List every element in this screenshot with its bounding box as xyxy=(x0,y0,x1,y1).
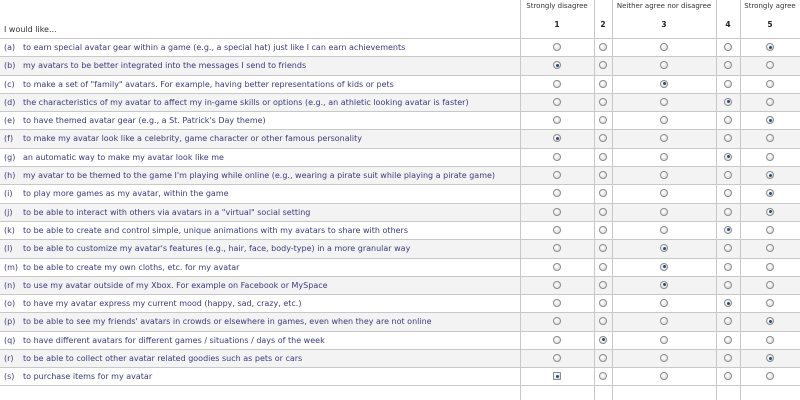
item-letter: (g) xyxy=(4,152,16,162)
item-text: to have themed avatar gear (e.g., a St. Patrick's Day theme) xyxy=(23,116,266,126)
survey-row xyxy=(0,258,800,276)
item-text: the characteristics of my avatar to affect my in-game skills or options (e.g., an athletic looking avatar is faster) xyxy=(23,97,469,107)
radio-option-2[interactable] xyxy=(599,354,607,362)
radio-option-1[interactable] xyxy=(553,244,561,252)
radio-option-4[interactable] xyxy=(724,336,732,344)
radio-option-2[interactable] xyxy=(599,171,607,179)
survey-row xyxy=(0,56,800,74)
item-letter: (f) xyxy=(4,134,14,144)
item-text: to purchase items for my avatar xyxy=(23,372,153,382)
intro-text: I would like... xyxy=(4,25,57,34)
radio-option-3[interactable] xyxy=(660,372,668,380)
item-letter: (c) xyxy=(4,79,15,89)
item-letter: (l) xyxy=(4,244,13,254)
item-letter: (b) xyxy=(4,61,16,71)
radio-option-3[interactable] xyxy=(660,98,668,106)
scale-number: 5 xyxy=(767,20,773,29)
radio-option-2[interactable] xyxy=(599,317,607,325)
radio-option-3[interactable] xyxy=(660,281,668,289)
survey-row xyxy=(0,38,800,56)
radio-option-2[interactable] xyxy=(599,80,607,88)
radio-option-3[interactable] xyxy=(660,317,668,325)
radio-option-4[interactable] xyxy=(724,116,732,124)
item-text: to have different avatars for different games / situations / days of the week xyxy=(23,335,325,345)
radio-option-5[interactable] xyxy=(766,372,774,380)
radio-option-1[interactable] xyxy=(553,281,561,289)
radio-option-3[interactable] xyxy=(660,116,668,124)
radio-option-1[interactable] xyxy=(553,116,561,124)
column-divider xyxy=(740,0,741,400)
radio-option-5[interactable] xyxy=(766,336,774,344)
radio-option-3[interactable] xyxy=(660,171,668,179)
radio-option-3[interactable] xyxy=(660,189,668,197)
item-text: to make my avatar look like a celebrity, game character or other famous personality xyxy=(23,134,362,144)
radio-option-5[interactable] xyxy=(766,208,774,216)
radio-option-3[interactable] xyxy=(660,134,668,142)
radio-option-5[interactable] xyxy=(766,244,774,252)
radio-option-2[interactable] xyxy=(599,43,607,51)
radio-option-4[interactable] xyxy=(724,208,732,216)
item-letter: (m) xyxy=(4,262,19,272)
radio-option-5[interactable] xyxy=(766,189,774,197)
scale-column-5 xyxy=(740,0,800,38)
column-divider xyxy=(520,0,521,400)
radio-option-2[interactable] xyxy=(599,208,607,216)
radio-option-1[interactable] xyxy=(553,153,561,161)
scale-number: 2 xyxy=(600,20,606,29)
radio-option-5[interactable] xyxy=(766,116,774,124)
radio-option-1[interactable] xyxy=(553,208,561,216)
radio-option-1[interactable] xyxy=(553,43,561,51)
item-text: my avatar to be themed to the game I'm playing while online (e.g., wearing a pirate suit while playing a pirate game) xyxy=(23,171,496,181)
radio-option-4[interactable] xyxy=(724,98,732,106)
radio-option-5[interactable] xyxy=(766,98,774,106)
survey-row xyxy=(0,331,800,349)
scale-column-4 xyxy=(716,0,740,38)
radio-option-3[interactable] xyxy=(660,153,668,161)
item-letter: (h) xyxy=(4,171,16,181)
item-letter: (o) xyxy=(4,299,16,309)
item-letter: (i) xyxy=(4,189,13,199)
survey-row xyxy=(0,93,800,111)
survey-row xyxy=(0,239,800,257)
survey-row xyxy=(0,367,800,385)
item-letter: (s) xyxy=(4,372,15,382)
item-letter: (n) xyxy=(4,280,16,290)
item-text: to be able to see my friends' avatars in crowds or elsewhere in games, even when they are not online xyxy=(23,317,432,327)
scale-number: 4 xyxy=(725,20,731,29)
item-letter: (j) xyxy=(4,207,13,217)
radio-option-5[interactable] xyxy=(766,153,774,161)
survey-row xyxy=(0,349,800,367)
radio-option-3[interactable] xyxy=(660,208,668,216)
radio-option-2[interactable] xyxy=(599,299,607,307)
radio-option-1[interactable] xyxy=(553,317,561,325)
radio-option-1[interactable] xyxy=(553,354,561,362)
radio-option-5[interactable] xyxy=(766,61,774,69)
radio-option-3[interactable] xyxy=(660,226,668,234)
radio-option-1[interactable] xyxy=(553,80,561,88)
radio-option-2[interactable] xyxy=(599,336,607,344)
item-text: to make a set of "family" avatars. For example, having better representations of kids or pets xyxy=(23,79,394,89)
radio-option-3[interactable] xyxy=(660,263,668,271)
radio-option-5[interactable] xyxy=(766,281,774,289)
item-letter: (q) xyxy=(4,335,16,345)
radio-option-2[interactable] xyxy=(599,372,607,380)
scale-label: Strongly disagree xyxy=(526,2,588,10)
item-letter: (d) xyxy=(4,97,16,107)
radio-option-2[interactable] xyxy=(599,116,607,124)
scale-number: 3 xyxy=(661,20,667,29)
radio-option-3[interactable] xyxy=(660,299,668,307)
item-letter: (p) xyxy=(4,317,16,327)
radio-option-1[interactable] xyxy=(553,171,561,179)
radio-option-2[interactable] xyxy=(599,61,607,69)
column-divider xyxy=(594,0,595,400)
scale-column-2 xyxy=(594,0,612,38)
survey-row xyxy=(0,166,800,184)
survey-row xyxy=(0,312,800,330)
radio-option-2[interactable] xyxy=(599,263,607,271)
radio-option-5[interactable] xyxy=(766,226,774,234)
item-text: my avatars to be better integrated into the messages I send to friends xyxy=(23,61,307,71)
radio-option-5[interactable] xyxy=(766,263,774,271)
radio-option-4[interactable] xyxy=(724,244,732,252)
radio-option-4[interactable] xyxy=(724,189,732,197)
radio-option-4[interactable] xyxy=(724,263,732,271)
scale-column-3 xyxy=(612,0,716,38)
radio-option-2[interactable] xyxy=(599,244,607,252)
radio-option-1[interactable] xyxy=(553,226,561,234)
survey-row xyxy=(0,129,800,147)
scale-number: 1 xyxy=(554,20,560,29)
radio-option-4[interactable] xyxy=(724,226,732,234)
radio-option-4[interactable] xyxy=(724,61,732,69)
radio-option-1[interactable] xyxy=(553,263,561,271)
radio-option-2[interactable] xyxy=(599,134,607,142)
radio-option-1[interactable] xyxy=(553,336,561,344)
item-text: to be able to interact with others via avatars in a "virtual" social setting xyxy=(23,207,311,217)
radio-option-5[interactable] xyxy=(766,80,774,88)
radio-option-2[interactable] xyxy=(599,281,607,289)
item-text: to have my avatar express my current mood (happy, sad, crazy, etc.) xyxy=(23,299,302,309)
survey-rows xyxy=(0,38,800,386)
radio-option-3[interactable] xyxy=(660,80,668,88)
survey-row xyxy=(0,148,800,166)
survey-header xyxy=(0,0,800,38)
radio-option-1[interactable] xyxy=(553,372,561,380)
radio-option-4[interactable] xyxy=(724,153,732,161)
radio-option-1[interactable] xyxy=(553,134,561,142)
scale-label: Neither agree nor disagree xyxy=(616,2,712,10)
radio-option-2[interactable] xyxy=(599,189,607,197)
item-text: to be able to create and control simple, unique animations with my avatars to share with others xyxy=(23,225,409,235)
radio-option-4[interactable] xyxy=(724,317,732,325)
item-text: to use my avatar outside of my Xbox. For example on Facebook or MySpace xyxy=(23,280,328,290)
radio-option-4[interactable] xyxy=(724,281,732,289)
survey-row xyxy=(0,294,800,312)
item-letter: (a) xyxy=(4,43,16,52)
survey-row xyxy=(0,203,800,221)
survey-row xyxy=(0,276,800,294)
item-letter: (e) xyxy=(4,116,16,126)
radio-option-3[interactable] xyxy=(660,61,668,69)
radio-option-3[interactable] xyxy=(660,244,668,252)
survey-row xyxy=(0,75,800,93)
radio-option-1[interactable] xyxy=(553,61,561,69)
radio-option-4[interactable] xyxy=(724,171,732,179)
survey-row xyxy=(0,111,800,129)
item-text: an automatic way to make my avatar look like me xyxy=(23,152,224,162)
item-letter: (k) xyxy=(4,225,15,235)
radio-option-4[interactable] xyxy=(724,372,732,380)
item-text: to be able to collect other avatar related goodies such as pets or cars xyxy=(23,354,303,364)
radio-option-4[interactable] xyxy=(724,354,732,362)
radio-option-4[interactable] xyxy=(724,134,732,142)
survey-row xyxy=(0,221,800,239)
item-letter: (r) xyxy=(4,354,14,364)
radio-option-4[interactable] xyxy=(724,299,732,307)
radio-option-2[interactable] xyxy=(599,98,607,106)
item-text: to earn special avatar gear within a game (e.g., a special hat) just like I can earn achievements xyxy=(23,43,406,52)
radio-option-1[interactable] xyxy=(553,189,561,197)
radio-option-3[interactable] xyxy=(660,354,668,362)
survey-row xyxy=(0,184,800,202)
radio-option-4[interactable] xyxy=(724,43,732,51)
radio-option-5[interactable] xyxy=(766,134,774,142)
item-text: to be able to create my own cloths, etc. for my avatar xyxy=(23,262,240,272)
radio-option-1[interactable] xyxy=(553,299,561,307)
radio-option-5[interactable] xyxy=(766,171,774,179)
column-divider xyxy=(716,0,717,400)
radio-option-3[interactable] xyxy=(660,336,668,344)
radio-option-5[interactable] xyxy=(766,43,774,51)
radio-option-4[interactable] xyxy=(724,80,732,88)
item-text: to play more games as my avatar, within the game xyxy=(23,189,229,199)
item-text: to be able to customize my avatar's features (e.g., hair, face, body-type) in a more granular way xyxy=(23,244,411,254)
radio-option-5[interactable] xyxy=(766,354,774,362)
radio-option-1[interactable] xyxy=(553,98,561,106)
scale-column-1 xyxy=(520,0,594,38)
radio-option-3[interactable] xyxy=(660,43,668,51)
radio-option-5[interactable] xyxy=(766,299,774,307)
radio-option-5[interactable] xyxy=(766,317,774,325)
column-divider xyxy=(612,0,613,400)
scale-label: Strongly agree xyxy=(744,2,796,10)
radio-option-2[interactable] xyxy=(599,153,607,161)
radio-option-2[interactable] xyxy=(599,226,607,234)
